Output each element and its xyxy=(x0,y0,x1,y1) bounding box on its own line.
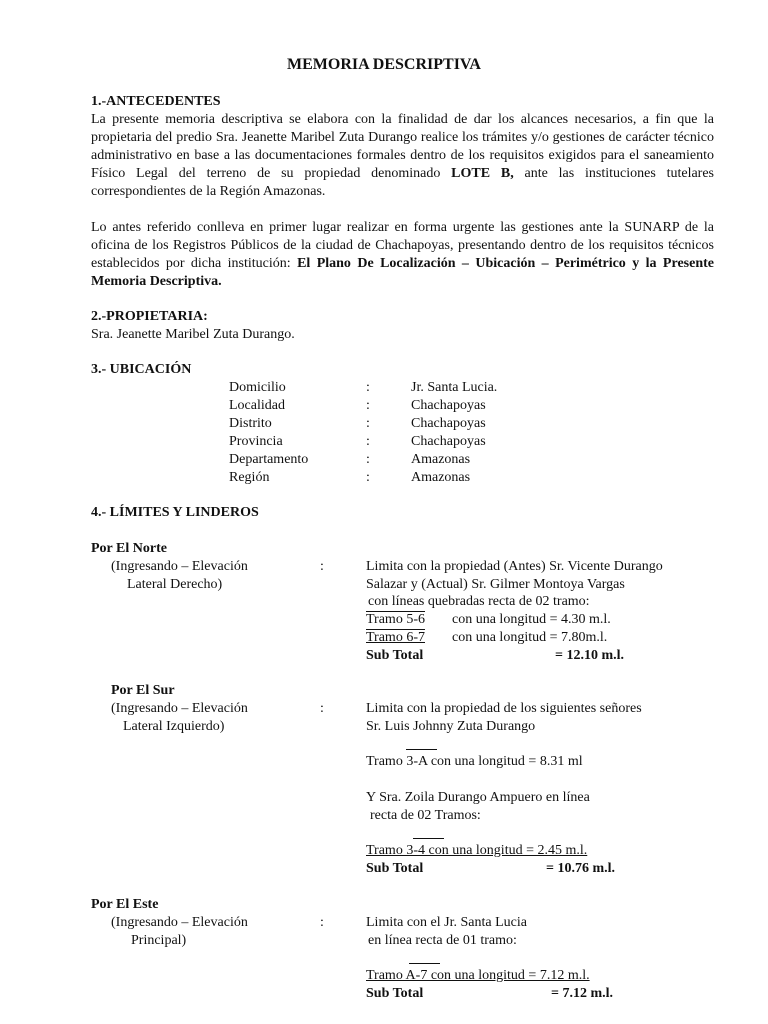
location-value: Jr. Santa Lucia. xyxy=(411,380,498,395)
location-value: Chachapoyas xyxy=(411,416,486,431)
este-description-1: Limita con el Jr. Santa Lucia xyxy=(366,915,527,930)
section-4-heading: 4.- LÍMITES Y LINDEROS xyxy=(91,505,259,520)
norte-tramo-2-name: Tramo 6-7 xyxy=(366,630,425,645)
lote-label: LOTE B, xyxy=(451,166,514,181)
sur-tramo-1: Tramo 3-A con una longitud = 8.31 ml xyxy=(366,754,583,769)
sur-tramo-1-overline xyxy=(406,749,437,750)
page-title: MEMORIA DESCRIPTIVA xyxy=(287,56,481,73)
sur-description-3: Y Sra. Zoila Durango Ampuero en línea xyxy=(366,790,590,805)
este-colon: : xyxy=(320,915,324,930)
sur-tramo-2: Tramo 3-4 con una longitud = 2.45 m.l. xyxy=(366,843,588,858)
norte-colon: : xyxy=(320,559,324,574)
location-label: Distrito xyxy=(229,416,272,431)
este-reference-line-2: Principal) xyxy=(131,933,187,948)
este-description-2: en línea recta de 01 tramo: xyxy=(368,933,517,948)
location-value: Chachapoyas xyxy=(411,398,486,413)
antecedentes-paragraph-1 xyxy=(91,111,714,201)
este-subtotal-label: Sub Total xyxy=(366,986,424,1001)
este-tramo-1-overline xyxy=(409,963,440,964)
norte-heading: Por El Norte xyxy=(91,541,167,556)
paragraph-1-end: ante las instituciones tutelares correspondientes de la Región Amazonas. xyxy=(91,166,715,199)
sur-description-4: recta de 02 Tramos: xyxy=(370,808,481,823)
paragraph-2-text: Lo antes referido conlleva en primer lugar realizar en forma urgente las gestiones ante la SUNARP de la oficina de los Registros Públicos de la ciudad de Chachapoyas, presentando dentro de los requisitos técnicos establecidos por dicha institución: xyxy=(91,220,714,271)
norte-tramo-1 xyxy=(366,611,625,629)
sur-tramo-2-overline xyxy=(413,838,444,839)
norte-reference-line-1: (Ingresando – Elevación xyxy=(111,559,248,574)
location-value: Amazonas xyxy=(411,470,471,485)
norte-tramo-1-name: Tramo 5-6 xyxy=(366,612,425,627)
este-reference-line-1: (Ingresando – Elevación xyxy=(111,915,248,930)
norte-tramo-2-length: con una longitud = 7.80m.l. xyxy=(452,630,608,645)
location-label: Departamento xyxy=(229,452,309,467)
section-1-heading: 1.-ANTECEDENTES xyxy=(91,94,221,109)
owner-name: Sra. Jeanette Maribel Zuta Durango. xyxy=(91,327,295,342)
location-value: Amazonas xyxy=(411,452,471,467)
location-label: Domicilio xyxy=(229,380,286,395)
sur-subtotal-label: Sub Total xyxy=(366,861,424,876)
este-tramo-1: Tramo A-7 con una longitud = 7.12 m.l. xyxy=(366,968,590,983)
sur-heading: Por El Sur xyxy=(111,683,175,698)
sur-reference-line-1: (Ingresando – Elevación xyxy=(111,701,248,716)
este-subtotal-value: = 7.12 m.l. xyxy=(551,986,614,1001)
sur-reference-line-2: Lateral Izquierdo) xyxy=(123,719,225,734)
location-colon: : xyxy=(366,398,370,413)
location-colon: : xyxy=(366,452,370,467)
location-colon: : xyxy=(366,416,370,431)
norte-description-2: Salazar y (Actual) Sr. Gilmer Montoya Vargas xyxy=(366,577,625,592)
norte-description-1: Limita con la propiedad (Antes) Sr. Vicente Durango xyxy=(366,559,663,574)
norte-tramo-2 xyxy=(366,629,625,647)
norte-reference-line-2: Lateral Derecho) xyxy=(127,577,223,592)
norte-subtotal-value: = 12.10 m.l. xyxy=(555,648,625,663)
norte-description-3: con líneas quebradas recta de 02 tramo: xyxy=(368,594,590,609)
location-colon: : xyxy=(366,380,370,395)
location-value: Chachapoyas xyxy=(411,434,486,449)
paragraph-1-text: La presente memoria descriptiva se elabora con la finalidad de dar los alcances necesarios, a fin que la propietaria del predio Sra. Jeanette Maribel Zuta Durango realice los trámites y/o gestiones de carácter técnico administrativo en base a las documentaciones formales dentro de los requisitos exigidos para el saneamiento Físico Legal del terreno de su propiedad denominado xyxy=(91,112,714,181)
section-2-heading: 2.-PROPIETARIA: xyxy=(91,309,208,324)
sur-description-2: Sr. Luis Johnny Zuta Durango xyxy=(366,719,536,734)
location-label: Localidad xyxy=(229,398,285,413)
sur-colon: : xyxy=(320,701,324,716)
section-3-heading: 3.- UBICACIÓN xyxy=(91,362,192,377)
paragraph-2-bold: El Plano De Localización – Ubicación – Perimétrico y la Presente Memoria Descriptiva. xyxy=(91,256,714,289)
location-label: Provincia xyxy=(229,434,283,449)
sur-subtotal-value: = 10.76 m.l. xyxy=(546,861,616,876)
sur-description-1: Limita con la propiedad de los siguientes señores xyxy=(366,701,642,716)
location-colon: : xyxy=(366,434,370,449)
antecedentes-paragraph-2 xyxy=(91,219,714,291)
norte-subtotal-label: Sub Total xyxy=(366,648,424,663)
norte-tramo-1-length: con una longitud = 4.30 m.l. xyxy=(452,612,611,627)
location-label: Región xyxy=(229,470,270,485)
este-heading: Por El Este xyxy=(91,897,159,912)
location-colon: : xyxy=(366,470,370,485)
